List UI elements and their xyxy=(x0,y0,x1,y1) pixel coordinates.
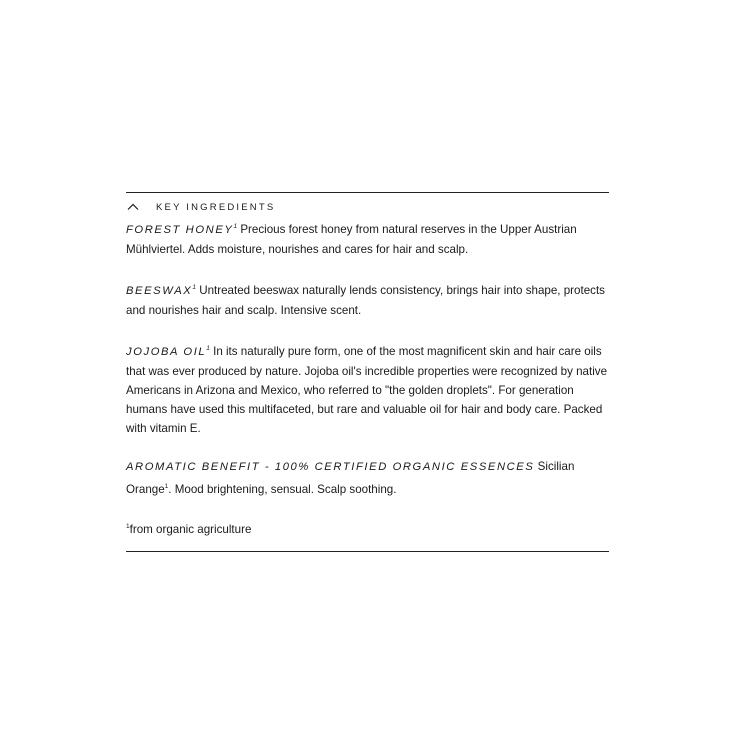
footnote-marker: 1 xyxy=(192,283,196,291)
footnote-marker: 1 xyxy=(233,223,238,230)
footnote-marker: 1 xyxy=(206,344,210,352)
ingredient-description: Untreated beeswax naturally lends consistency, brings hair into shape, protects and nourishes hair and scalp. Intensive scent. xyxy=(126,283,605,317)
ingredient-forest-honey xyxy=(126,217,609,259)
section-title: KEY INGREDIENTS xyxy=(156,201,276,213)
ingredient-aromatic-benefit xyxy=(126,457,609,499)
ingredient-description: Precious forest honey from natural reserves in the Upper Austrian Mühlviertel. Adds moisture, nourishes and cares for hair and scalp. xyxy=(126,222,577,256)
footnote xyxy=(126,517,609,539)
footnote-marker: 1 xyxy=(126,523,130,531)
key-ingredients-panel xyxy=(126,192,609,552)
ingredient-description: Sicilian Orange xyxy=(126,459,575,496)
ingredient-description-continued: . Mood brightening, sensual. Scalp soothing. xyxy=(168,482,397,496)
ingredient-name: JOJOBA OIL xyxy=(126,345,207,358)
ingredient-name: AROMATIC BENEFIT - 100% CERTIFIED ORGANIC ESSENCES xyxy=(126,460,535,473)
footnote-text: from organic agriculture xyxy=(129,523,252,537)
ingredient-description: In its naturally pure form, one of the most magnificent skin and hair care oils that was ever produced by nature. Jojoba oil's incredible properties were recognized by native Americans in Arizona and Mexico, who referred to "the golden droplets". For generation humans have used this multifaceted, but rare and valuable oil for hair and body care. Packed with vitamin E. xyxy=(126,344,608,435)
ingredient-name: BEESWAX xyxy=(126,284,193,297)
chevron-up-icon xyxy=(125,199,141,215)
footnote-marker: 1 xyxy=(164,482,169,490)
ingredient-jojoba-oil xyxy=(126,339,609,438)
ingredient-name: FOREST HONEY xyxy=(126,223,234,236)
ingredient-beeswax xyxy=(126,278,609,320)
